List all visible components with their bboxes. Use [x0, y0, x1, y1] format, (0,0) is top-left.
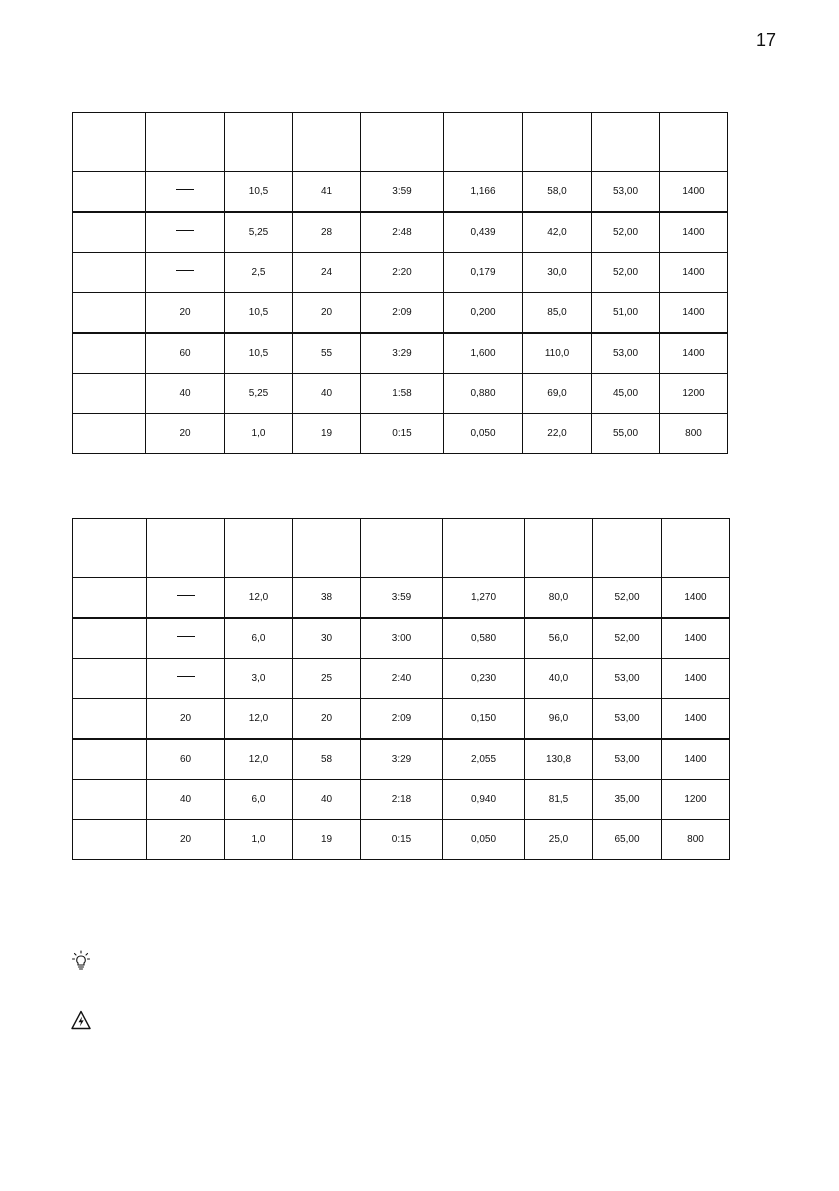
- table-cell: [73, 578, 147, 619]
- table-cell: 2,5: [225, 253, 293, 293]
- table-cell: 53,00: [592, 172, 660, 213]
- table-cell: [73, 212, 146, 253]
- table-cell: 0:15: [361, 414, 444, 454]
- table-cell: 22,0: [523, 414, 592, 454]
- table-cell: 0,580: [443, 618, 525, 659]
- table-cell: 1400: [660, 293, 728, 334]
- table-cell: [73, 333, 146, 374]
- table-cell: 3:00: [361, 618, 443, 659]
- table-row: [73, 333, 728, 374]
- header-cell: [662, 519, 730, 578]
- table-cell: 2:09: [361, 699, 443, 740]
- table-cell: 1,600: [444, 333, 523, 374]
- table-cell: 12,0: [225, 739, 293, 780]
- table-cell: [73, 780, 147, 820]
- table-cell: 2,055: [443, 739, 525, 780]
- table-cell: 0,880: [444, 374, 523, 414]
- table-cell: 30: [293, 618, 361, 659]
- header-cell: [293, 519, 361, 578]
- table-cell: 12,0: [225, 578, 293, 619]
- table-cell: 20: [146, 293, 225, 334]
- table-cell: 1400: [662, 659, 730, 699]
- table-cell: 1400: [660, 212, 728, 253]
- table-cell: 0,940: [443, 780, 525, 820]
- table-cell: 45,00: [592, 374, 660, 414]
- table-cell: 1400: [660, 172, 728, 213]
- table-cell: 130,8: [525, 739, 593, 780]
- table-cell: [146, 212, 225, 253]
- table-cell: 1400: [662, 699, 730, 740]
- table-row: [73, 172, 728, 213]
- table-cell: 3:29: [361, 333, 444, 374]
- table-cell: 51,00: [592, 293, 660, 334]
- header-cell: [225, 519, 293, 578]
- table-cell: 800: [660, 414, 728, 454]
- table-cell: 40,0: [525, 659, 593, 699]
- table-row: [73, 212, 728, 253]
- table-cell: 2:09: [361, 293, 444, 334]
- table-cell: 20: [147, 820, 225, 860]
- table-cell: 52,00: [592, 253, 660, 293]
- dash-mark: [177, 595, 195, 596]
- table-cell: [73, 414, 146, 454]
- table-cell: 28: [293, 212, 361, 253]
- table-cell: 60: [147, 739, 225, 780]
- table-cell: 1400: [660, 253, 728, 293]
- table-cell: 12,0: [225, 699, 293, 740]
- table-cell: 24: [293, 253, 361, 293]
- table-cell: [73, 618, 147, 659]
- table-row: [73, 739, 730, 780]
- table-cell: 3:29: [361, 739, 443, 780]
- table-cell: 5,25: [225, 212, 293, 253]
- table-cell: 1,0: [225, 820, 293, 860]
- table-cell: [147, 578, 225, 619]
- table-row: [73, 618, 730, 659]
- table-cell: 40: [293, 780, 361, 820]
- header-cell: [147, 519, 225, 578]
- header-cell: [443, 519, 525, 578]
- program-table-2: [72, 518, 730, 860]
- table-cell: 40: [146, 374, 225, 414]
- table-cell: [73, 739, 147, 780]
- table-cell: 2:48: [361, 212, 444, 253]
- table-cell: 6,0: [225, 780, 293, 820]
- table-cell: 42,0: [523, 212, 592, 253]
- table-header-row: [73, 519, 730, 578]
- table-cell: 19: [293, 820, 361, 860]
- table-cell: [73, 293, 146, 334]
- table-cell: 1400: [660, 333, 728, 374]
- table-cell: 1,0: [225, 414, 293, 454]
- header-cell: [225, 113, 293, 172]
- table-cell: 0:15: [361, 820, 443, 860]
- table-cell: [73, 253, 146, 293]
- table-cell: 0,230: [443, 659, 525, 699]
- table-cell: [73, 699, 147, 740]
- table-cell: 1400: [662, 618, 730, 659]
- table-cell: 0,050: [444, 414, 523, 454]
- table-cell: 19: [293, 414, 361, 454]
- table-cell: 0,200: [444, 293, 523, 334]
- table-cell: 1200: [662, 780, 730, 820]
- table-cell: 40: [293, 374, 361, 414]
- header-cell: [660, 113, 728, 172]
- header-cell: [361, 519, 443, 578]
- table-header-row: [73, 113, 728, 172]
- program-table-1: [72, 112, 728, 454]
- electrical-warning-icon: [71, 1010, 91, 1030]
- table-cell: 60: [146, 333, 225, 374]
- table-cell: 0,179: [444, 253, 523, 293]
- table-cell: 69,0: [523, 374, 592, 414]
- table-cell: 3:59: [361, 172, 444, 213]
- header-cell: [444, 113, 523, 172]
- table-cell: 53,00: [593, 739, 662, 780]
- table-cell: 20: [146, 414, 225, 454]
- table-cell: [147, 618, 225, 659]
- table-cell: 35,00: [593, 780, 662, 820]
- table-cell: 38: [293, 578, 361, 619]
- table-cell: 110,0: [523, 333, 592, 374]
- table-cell: 1200: [660, 374, 728, 414]
- dash-mark: [176, 230, 194, 231]
- table-cell: 3:59: [361, 578, 443, 619]
- table-cell: 58: [293, 739, 361, 780]
- header-cell: [525, 519, 593, 578]
- table-row: [73, 820, 730, 860]
- page-number: 17: [756, 30, 777, 50]
- header-cell: [592, 113, 660, 172]
- table-cell: 25: [293, 659, 361, 699]
- table-cell: 40: [147, 780, 225, 820]
- header-cell: [146, 113, 225, 172]
- table-cell: [146, 172, 225, 213]
- table-row: [73, 374, 728, 414]
- table-cell: 20: [293, 293, 361, 334]
- table-cell: [73, 659, 147, 699]
- table-cell: 58,0: [523, 172, 592, 213]
- table-row: [73, 578, 730, 619]
- table-row: [73, 659, 730, 699]
- table-cell: [73, 820, 147, 860]
- table-cell: [73, 374, 146, 414]
- dash-mark: [177, 636, 195, 637]
- table-cell: 6,0: [225, 618, 293, 659]
- table-cell: 20: [293, 699, 361, 740]
- table-cell: 81,5: [525, 780, 593, 820]
- table-cell: 2:20: [361, 253, 444, 293]
- table-row: [73, 253, 728, 293]
- header-cell: [293, 113, 361, 172]
- table-cell: 2:40: [361, 659, 443, 699]
- table-row: [73, 293, 728, 334]
- table-cell: 1,270: [443, 578, 525, 619]
- table-cell: 41: [293, 172, 361, 213]
- header-cell: [361, 113, 444, 172]
- table-cell: 52,00: [592, 212, 660, 253]
- table-cell: 1400: [662, 739, 730, 780]
- table-cell: 85,0: [523, 293, 592, 334]
- lightbulb-icon: [71, 950, 91, 970]
- table-cell: 80,0: [525, 578, 593, 619]
- table-cell: 1,166: [444, 172, 523, 213]
- header-cell: [523, 113, 592, 172]
- table-cell: 55: [293, 333, 361, 374]
- table-cell: 1:58: [361, 374, 444, 414]
- table-cell: 5,25: [225, 374, 293, 414]
- table-cell: 30,0: [523, 253, 592, 293]
- table-cell: 53,00: [593, 659, 662, 699]
- table-cell: 65,00: [593, 820, 662, 860]
- table-cell: 25,0: [525, 820, 593, 860]
- table-cell: 0,439: [444, 212, 523, 253]
- dash-mark: [176, 189, 194, 190]
- table-cell: [147, 659, 225, 699]
- table-row: [73, 699, 730, 740]
- table-cell: 53,00: [593, 699, 662, 740]
- table-row: [73, 780, 730, 820]
- table-cell: 0,150: [443, 699, 525, 740]
- table-cell: 1400: [662, 578, 730, 619]
- table-cell: 800: [662, 820, 730, 860]
- table-cell: 56,0: [525, 618, 593, 659]
- table-cell: 55,00: [592, 414, 660, 454]
- header-cell: [593, 519, 662, 578]
- header-cell: [73, 113, 146, 172]
- table-cell: [73, 172, 146, 213]
- table-row: [73, 414, 728, 454]
- table-cell: [146, 253, 225, 293]
- table-cell: 10,5: [225, 172, 293, 213]
- table-cell: 10,5: [225, 333, 293, 374]
- header-cell: [73, 519, 147, 578]
- table-cell: 3,0: [225, 659, 293, 699]
- table-cell: 0,050: [443, 820, 525, 860]
- table-cell: 10,5: [225, 293, 293, 334]
- dash-mark: [176, 270, 194, 271]
- table-cell: 52,00: [593, 618, 662, 659]
- table-cell: 52,00: [593, 578, 662, 619]
- table-cell: 53,00: [592, 333, 660, 374]
- table-cell: 20: [147, 699, 225, 740]
- dash-mark: [177, 676, 195, 677]
- table-cell: 96,0: [525, 699, 593, 740]
- table-cell: 2:18: [361, 780, 443, 820]
